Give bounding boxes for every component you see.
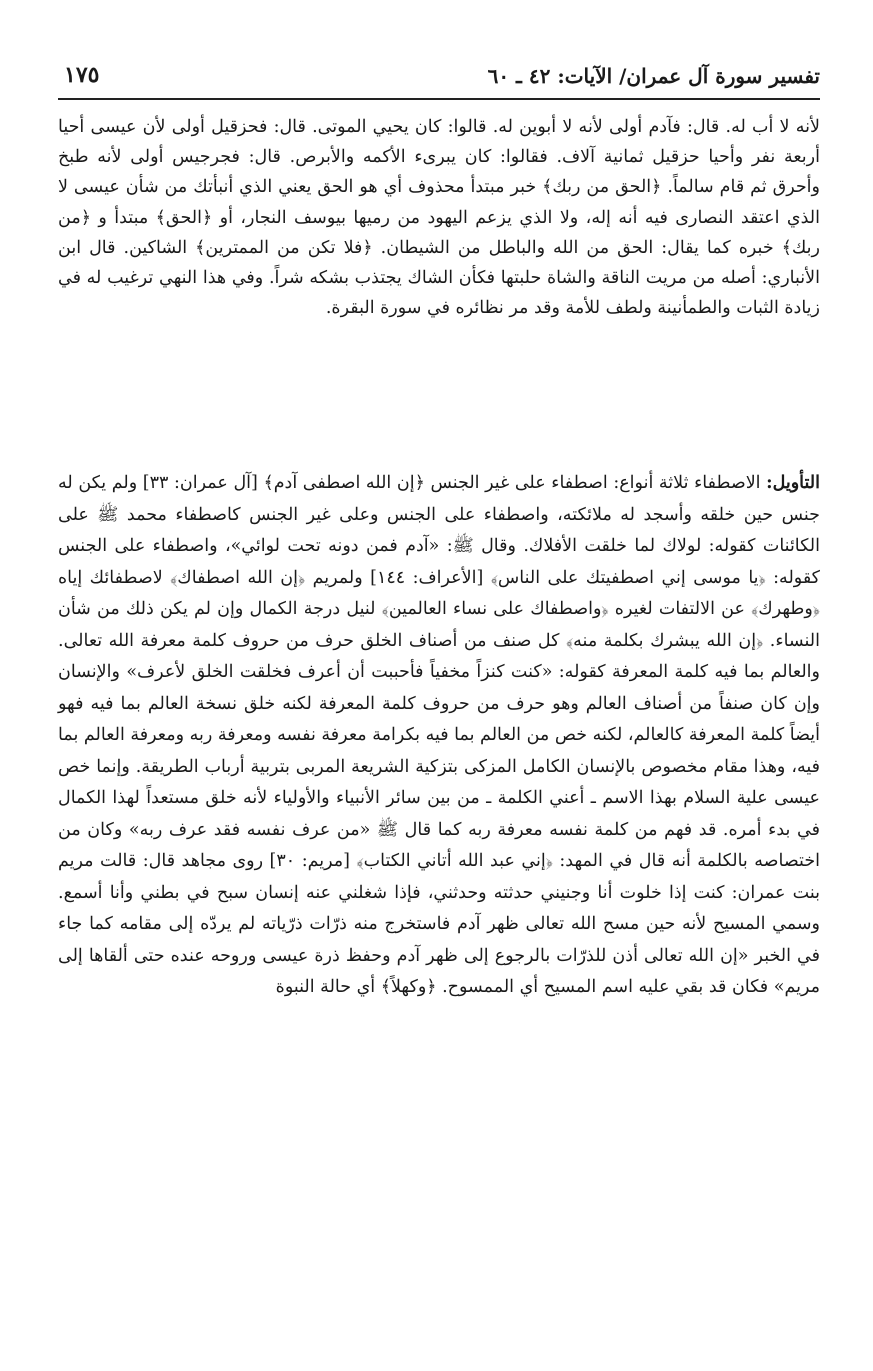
- interpretation-block: [58, 468, 820, 1004]
- commentary-block: [58, 112, 820, 323]
- running-title: تفسير سورة آل عمران/ الآيات: ٤٢ ـ ٦٠: [487, 64, 820, 88]
- page-header: [58, 60, 820, 94]
- page-number: ١٧٥: [64, 62, 100, 88]
- interpretation-heading: التأويل:: [766, 473, 820, 493]
- interpretation-text: الاصطفاء ثلاثة أنواع: اصطفاء على غير الجنس ﴿إن الله اصطفى آدم﴾ [آل عمران: ٣٣] ولم يكن له جنس حين خلقه وأسجد له ملائكته، واصطفاء على الجنس وعلى غير الجنس كاصطفاء محمد ﷺ على الكائنات كقوله: لولاك لما خلقت الأفلاك. وقال ﷺ: «آدم فمن دونه تحت لوائي»، واصطفاء على الجنس كقوله: ﴿يا موسى إني اصطفيتك على الناس﴾ [الأعراف: ١٤٤] ولمريم ﴿إن الله اصطفاك﴾ لاصطفائك إياه ﴿وطهرك﴾ عن الالتفات لغيره ﴿واصطفاك على نساء العالمين﴾ لنيل درجة الكمال وإن لم يكن ذلك من شأن النساء. ﴿إن الله يبشرك بكلمة منه﴾ كل صنف من أصناف الخلق حرف من حروف كلمة معرفة الله تعالى. والعالم بما فيه كلمة المعرفة كقوله: «كنت كنزاً مخفياً فأحببت أن أعرف فخلقت الخلق لأعرف» والإنسان وإن كان صنفاً من أصناف العالم وهو حرف من حروف كلمة المعرفة لكنه خلق نسخة العالم بما فيه فهو أيضاً كلمة المعرفة كالعالم، لكنه خص من العالم بما فيه بكرامة معرفة نفسه ومعرفة ربه ومعرفة العالم بما فيه، وهذا مقام مخصوص بالإنسان الكامل المزكى بتزكية الشريعة المربى بتربية أرباب الطريقة. وإنما خص عيسى علية السلام بهذا الاسم ـ أعني الكلمة ـ من بين سائر الأنبياء والأولياء لأنه خلق مستعداً لهذا الكمال في بدء أمره. قد فهم من كلمة نفسه معرفة ربه كما قال ﷺ «من عرف نفسه فقد عرف ربه» وكان من اختصاصه بالكلمة أنه قال في المهد: ﴿إني عبد الله أتاني الكتاب﴾ [مريم: ٣٠] روى مجاهد قال: قالت مريم بنت عمران: كنت إذا خلوت أنا وجنيني حدثته وحدثني، فإذا شغلني عنه إنسان سبح في بطني وأنا أسمع. وسمي المسيح لأنه حين مسح الله تعالى ظهر آدم فاستخرج منه ذرّات ذرّياته لم يردّه إلى مقامه كما جاء في الخبر «إن الله تعالى أذن للذرّات بالرجوع إلى ظهر آدم وحفظ ذرة عيسى وروحه عنده حتى ألقاها إلى مريم» فكان قد بقي عليه اسم المسيح أي الممسوح. ﴿وكهلاً﴾ أي حالة النبوة: [58, 473, 821, 997]
- commentary-paragraph: لأنه لا أب له. قال: فآدم أولى لأنه لا أبوين له. قالوا: كان يحيي الموتى. قال: فحزقيل أولى لأن عيسى أحيا أربعة نفر وأحيا حزقيل ثمانية آلاف. فقالوا: كان يبرىء الأكمه والأبرص. قال: فجرجيس أولى لأنه طبخ وأحرق ثم قام سالماً. ﴿الحق من ربك﴾ خبر مبتدأ محذوف أي هو الحق يعني الذي أنبأتك من شأن عيسى لا الذي اعتقد النصارى فيه أنه إله، ولا الذي يزعم اليهود من رميها بيوسف النجار، أو ﴿الحق﴾ مبتدأ و ﴿من ربك﴾ خبره كما يقال: الحق من الله والباطل من الشيطان. ﴿فلا تكن من الممترين﴾ الشاكين. قال ابن الأنباري: أصله من مريت الناقة والشاة حلبتها فكأن الشاك يجتذب بشكه شراً. وفي هذا النهي ترغيب له في زيادة الثبات والطمأنينة ولطف للأمة وقد مر نظائره في سورة البقرة.: [58, 117, 820, 319]
- header-divider: [58, 98, 820, 100]
- interpretation-paragraph: [58, 468, 820, 1004]
